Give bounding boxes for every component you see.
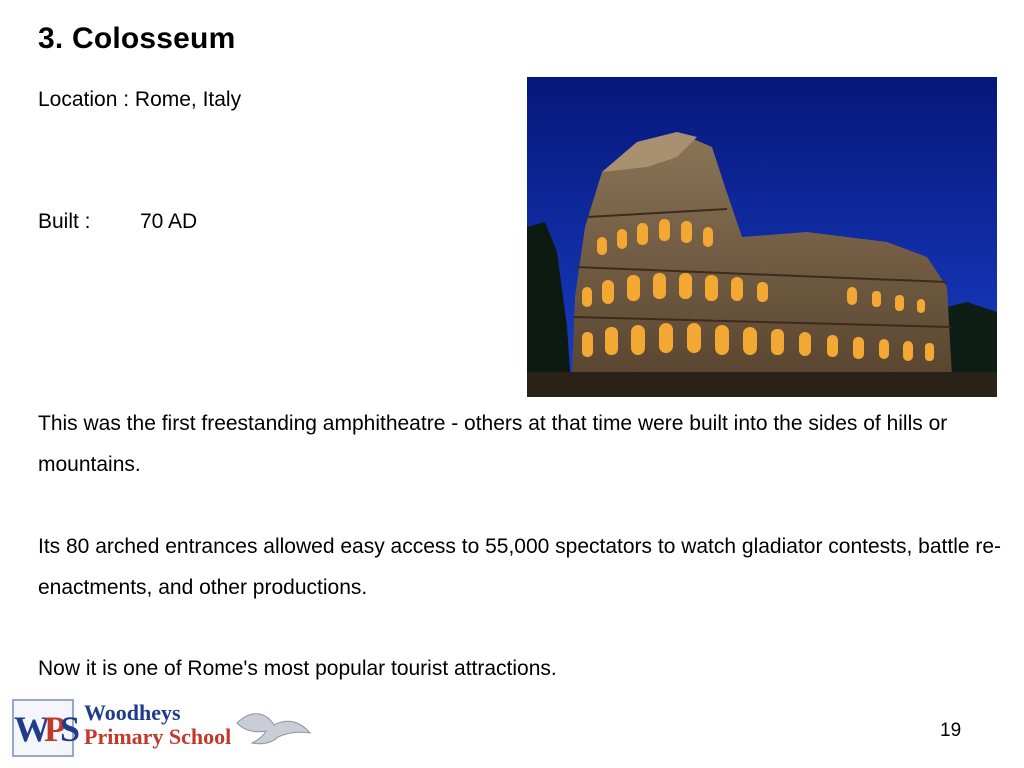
slide-title: 3. Colosseum	[38, 22, 236, 55]
paragraph-freestanding: This was the first freestanding amphitheatre - others at that time were built into the sides of hills or mountains.	[38, 412, 948, 476]
colosseum-photo	[527, 77, 997, 397]
built-line	[38, 210, 197, 234]
location-text: Location : Rome, Italy	[38, 88, 242, 111]
bird-icon	[232, 703, 312, 753]
paragraph-tourism: Now it is one of Rome's most popular tourist attractions.	[38, 657, 557, 680]
colosseum-illustration	[527, 77, 997, 397]
paragraph-entrances: Its 80 arched entrances allowed easy access to 55,000 spectators to watch gladiator contests, battle re-enactments, and other productions.	[38, 535, 1002, 599]
built-value: 70 AD	[140, 210, 198, 233]
built-label: Built :	[38, 210, 91, 233]
school-logo	[12, 697, 312, 759]
page-number: 19	[940, 720, 962, 741]
school-crest: WPS	[12, 699, 74, 757]
school-name-line1: Woodheys	[84, 700, 181, 725]
school-name	[84, 701, 231, 749]
school-name-line2: Primary School	[84, 724, 232, 749]
